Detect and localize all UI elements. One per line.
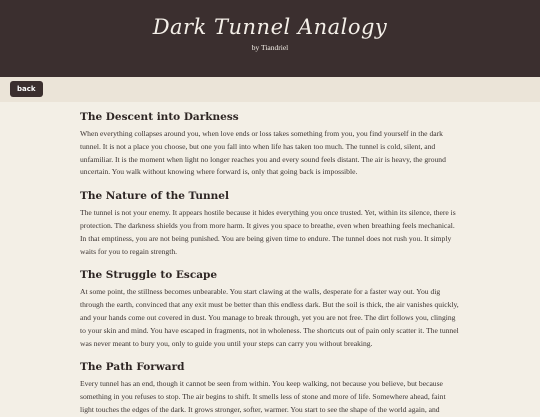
section-heading: The Struggle to Escape (80, 269, 218, 282)
article-content (80, 102, 460, 417)
page-title: Dark Tunnel Analogy (152, 15, 388, 39)
author-byline: by Tiandriel (251, 43, 289, 52)
section-heading: The Path Forward (80, 361, 185, 374)
section-body: The tunnel is not your enemy. It appears hostile because it hides everything you once trusted. Yet, within its silence, there is protection. The darkness shields you from more harm. It gives you space to breathe, even when breathing feels mechanical. In that emptiness, you are not being punished. You are being given time to endure. The tunnel does not rush you. It simply waits for you to regain strength. (80, 208, 456, 256)
back-button[interactable]: back (10, 81, 43, 97)
nav-bar (0, 77, 540, 102)
section-nature (80, 189, 460, 258)
section-path (80, 360, 460, 416)
section-struggle (80, 268, 460, 350)
section-descent (80, 110, 460, 179)
page-header (0, 0, 540, 77)
section-body: At some point, the stillness becomes unbearable. You start clawing at the walls, desperate for a faster way out. You dig through the earth, convinced that any exit must be better than this endless dark. But the soil is thick, the air vanishes quickly, and your hands come out covered in dust. You manage to break through, yet you are not free. The dirt follows you, clinging to your skin and mind. You have escaped in fragments, not in wholeness. The shortcuts out of pain only scatter it. The tunnel was never meant to bury you, only to guide you until your steps can carry you without breaking. (80, 287, 459, 348)
section-body: When everything collapses around you, when love ends or loss takes something from you, you find yourself in the dark tunnel. It is not a place you choose, but one you fall into when life has taken too much. The tunnel is cold, silent, and unfamiliar. It is the moment when light no longer reaches you and every sound feels distant. The air is heavy, the ground uncertain. You walk without knowing where forward is, only that going back is impossible. (80, 129, 446, 177)
section-heading: The Nature of the Tunnel (80, 190, 229, 203)
section-heading: The Descent into Darkness (80, 111, 239, 123)
section-body: Every tunnel has an end, though it cannot be seen from within. You keep walking, not because you believe, but because something in you refuses to stop. The air begins to shift. It smells less of stone and more of life. Somewhere ahead, faint light touches the edges of the dark. It grows stronger, softer, warmer. You start to see the shape of the world again, and (80, 379, 446, 414)
